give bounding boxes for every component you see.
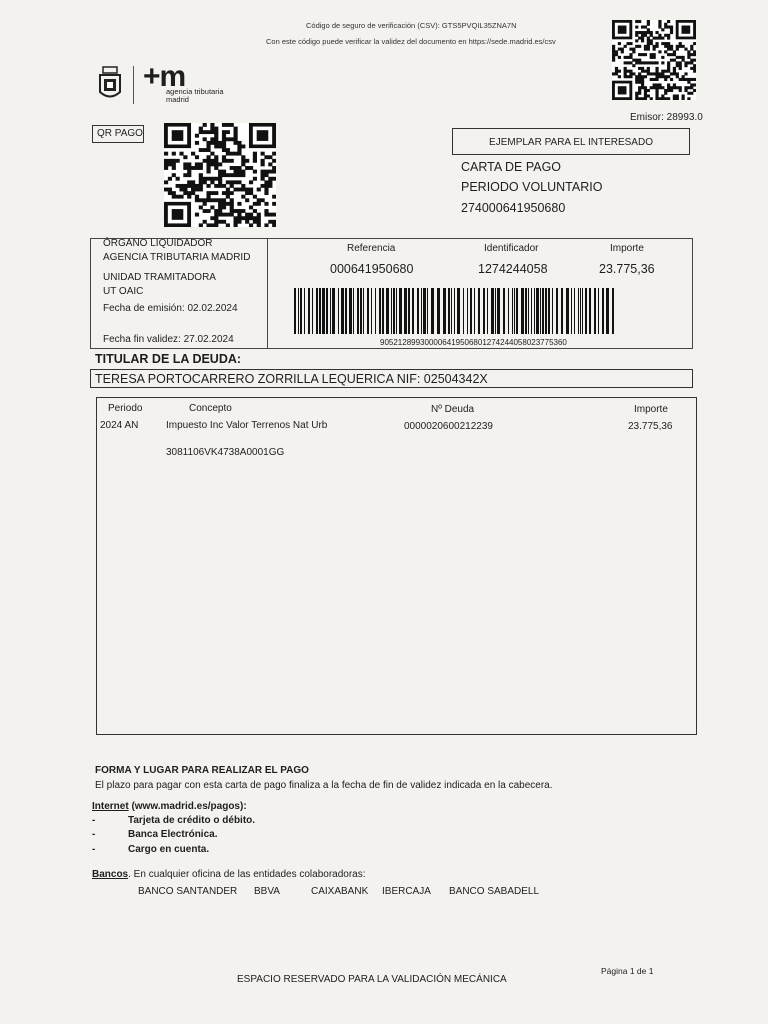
instructions-text: El plazo para pagar con esta carta de pago finaliza a la fecha de fin de validez indicada en la cabecera. — [95, 780, 553, 791]
row-concepto: Impuesto Inc Valor Terrenos Nat Urb — [166, 420, 328, 431]
bank-5: BANCO SABADELL — [449, 886, 540, 897]
reserved-space-label: ESPACIO RESERVADO PARA LA VALIDACIÓN MECÁNICA — [237, 974, 507, 985]
barcode-number: 90521289930000641950680127424405802377536​0 — [380, 338, 567, 347]
fecha-emision: Fecha de emisión: 02.02.2024 — [103, 303, 238, 314]
row-importe: 23.775,36 — [628, 421, 673, 432]
carta-periodo: PERIODO VOLUNTARIO — [461, 180, 603, 194]
payment-method-3: Cargo en cuenta. — [128, 844, 210, 855]
titular-box — [90, 369, 693, 388]
block-bottom-rule — [90, 348, 693, 349]
referencia-value: 000641950680 — [330, 262, 414, 276]
internet-word: Internet — [92, 801, 129, 812]
unit-title: UNIDAD TRAMITADORA — [103, 272, 216, 283]
importe-value: 23.775,36 — [599, 262, 655, 276]
csv-line: Código de seguro de verificación (CSV): GTS5PVQIL35ZNA7N — [306, 21, 517, 30]
bullet-1: - — [92, 815, 96, 826]
internet-url: (www.madrid.es/pagos): — [128, 801, 247, 812]
fecha-validez: Fecha fin validez: 27.02.2024 — [103, 334, 234, 345]
page-number: Página 1 de 1 — [601, 966, 654, 976]
bancos-word: Bancos — [92, 869, 129, 880]
verification-qr-code — [612, 20, 696, 100]
internet-line — [92, 801, 247, 812]
payment-method-2: Banca Electrónica. — [128, 829, 218, 840]
ejemplar-label: EJEMPLAR PARA EL INTERESADO — [489, 137, 653, 148]
block-right-rule — [692, 238, 693, 348]
bullet-2: - — [92, 829, 96, 840]
row-periodo: 2024 AN — [100, 420, 139, 431]
ref-catastral: 3081106VK4738A0001GG — [166, 447, 285, 458]
bancos-text: . En cualquier oficina de las entidades colaboradoras: — [128, 869, 366, 880]
header-importe: Importe — [634, 404, 668, 415]
referencia-label: Referencia — [347, 243, 396, 254]
organo-agency: AGENCIA TRIBUTARIA MADRID — [103, 252, 251, 263]
bank-4: IBERCAJA — [382, 886, 431, 897]
block-left-rule — [90, 238, 91, 348]
header-deuda: Nº Deuda — [431, 404, 475, 415]
header-concepto: Concepto — [189, 403, 232, 414]
carta-number: 274000641950680 — [461, 201, 566, 215]
titular-label: TITULAR DE LA DEUDA: — [95, 352, 242, 366]
logo-divider — [133, 66, 134, 104]
unit-value: UT OAIC — [103, 286, 144, 297]
identificador-label: Identificador — [484, 243, 539, 254]
ejemplar-box — [452, 128, 690, 155]
agency-logo-text — [166, 88, 224, 104]
instructions-title: FORMA Y LUGAR PARA REALIZAR EL PAGO — [95, 765, 309, 776]
emisor: Emisor: 28993.0 — [630, 112, 703, 123]
payment-barcode — [294, 288, 616, 334]
logo-line-1: agencia tributaria — [166, 87, 224, 96]
bank-1: BANCO SANTANDER — [138, 886, 238, 897]
identificador-value: 1274244058 — [478, 262, 548, 276]
header-periodo: Periodo — [108, 403, 143, 414]
agency-logo-mark: +m — [143, 60, 186, 93]
bullet-3: - — [92, 844, 96, 855]
payment-method-1: Tarjeta de crédito o débito. — [128, 815, 256, 826]
verify-line: Con este código puede verificar la validez del documento en https://sede.madrid.es/csv — [266, 37, 556, 46]
importe-label: Importe — [610, 243, 644, 254]
row-deuda: 0000020600212239 — [404, 421, 493, 432]
bank-3: CAIXABANK — [311, 886, 369, 897]
payment-qr-code — [164, 123, 276, 227]
titular-value: TERESA PORTOCARRERO ZORRILLA LEQUERICA NIF: 02504342X — [95, 372, 488, 386]
organo-title: ÓRGANO LIQUIDADOR — [103, 238, 213, 249]
block-middle-rule — [267, 238, 268, 348]
qr-pago-label: QR PAGO — [92, 125, 144, 143]
bank-2: BBVA — [254, 886, 280, 897]
carta-title: CARTA DE PAGO — [461, 160, 562, 174]
logo-line-2: madrid — [166, 95, 189, 104]
madrid-coat-of-arms-icon — [98, 66, 122, 102]
bancos-line — [92, 869, 366, 880]
